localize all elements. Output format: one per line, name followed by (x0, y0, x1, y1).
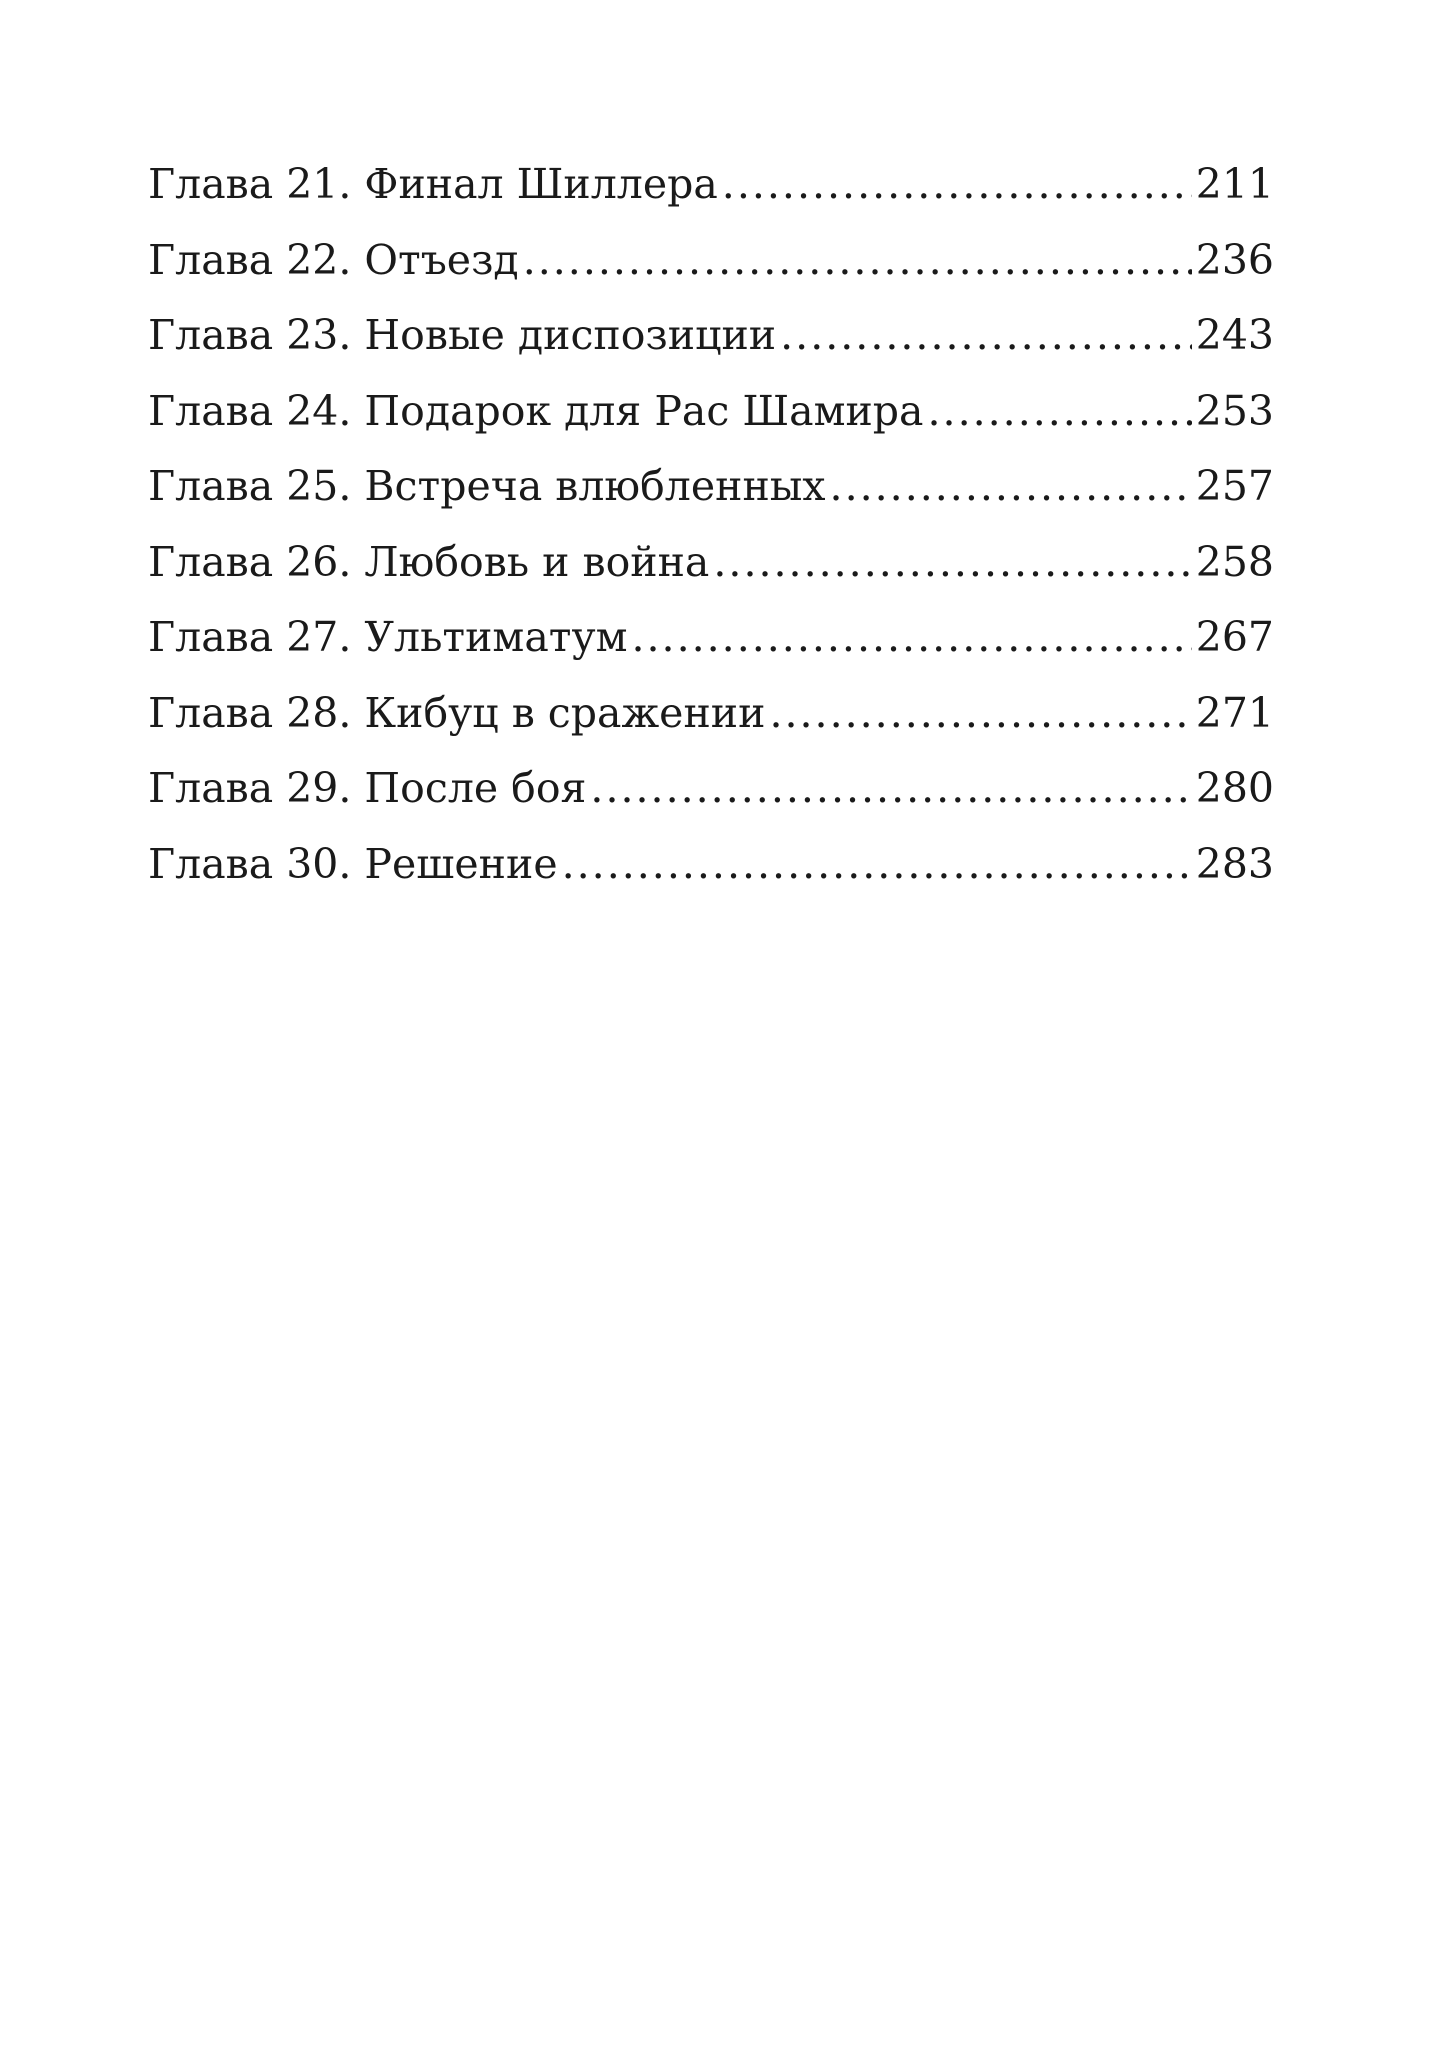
dot-leader (631, 613, 1191, 661)
toc-entry[interactable] (148, 462, 1274, 538)
dot-leader (562, 840, 1192, 888)
toc-entry-page-number: 258 (1195, 537, 1274, 586)
toc-entry-page-number: 236 (1195, 235, 1274, 284)
toc-entry-title: Глава 27. Ультиматум (148, 613, 628, 661)
table-of-contents (148, 160, 1274, 915)
toc-entry-page-number: 271 (1195, 688, 1274, 737)
toc-entry[interactable] (148, 160, 1274, 236)
toc-entry[interactable] (148, 387, 1274, 463)
dot-leader (780, 311, 1192, 359)
toc-entry-page-number: 280 (1195, 764, 1274, 812)
dot-leader (590, 764, 1191, 812)
dot-leader (830, 462, 1192, 510)
toc-entry[interactable] (148, 311, 1274, 387)
toc-entry-page-number: 283 (1195, 839, 1274, 888)
dot-leader (713, 538, 1191, 586)
toc-entry-title: Глава 29. После боя (148, 764, 587, 812)
dot-leader (523, 236, 1192, 284)
toc-entry[interactable] (148, 236, 1274, 312)
toc-entry-title: Глава 28. Кибуц в сражении (148, 688, 766, 737)
toc-entry-title: Глава 22. Отъезд (148, 235, 519, 284)
toc-entry-page-number: 257 (1195, 462, 1274, 510)
toc-entry-title: Глава 21. Финал Шиллера (148, 160, 718, 208)
toc-entry[interactable] (148, 689, 1274, 765)
toc-entry[interactable] (148, 538, 1274, 614)
toc-entry-title: Глава 30. Решение (148, 839, 558, 888)
toc-entry-title: Глава 24. Подарок для Рас Шамира (148, 386, 924, 435)
toc-entry[interactable] (148, 613, 1274, 689)
toc-entry[interactable] (148, 764, 1274, 840)
toc-entry-page-number: 267 (1195, 613, 1274, 661)
toc-entry-title: Глава 25. Встреча влюбленных (148, 462, 826, 510)
dot-leader (769, 689, 1191, 737)
toc-entry-page-number: 253 (1195, 386, 1274, 435)
toc-entry-title: Глава 23. Новые диспозиции (148, 311, 777, 359)
dot-leader (722, 160, 1192, 208)
toc-entry[interactable] (148, 840, 1274, 916)
dot-leader (928, 387, 1192, 435)
toc-entry-page-number: 243 (1195, 311, 1274, 359)
toc-entry-page-number: 211 (1195, 160, 1274, 208)
toc-entry-title: Глава 26. Любовь и война (148, 537, 710, 586)
